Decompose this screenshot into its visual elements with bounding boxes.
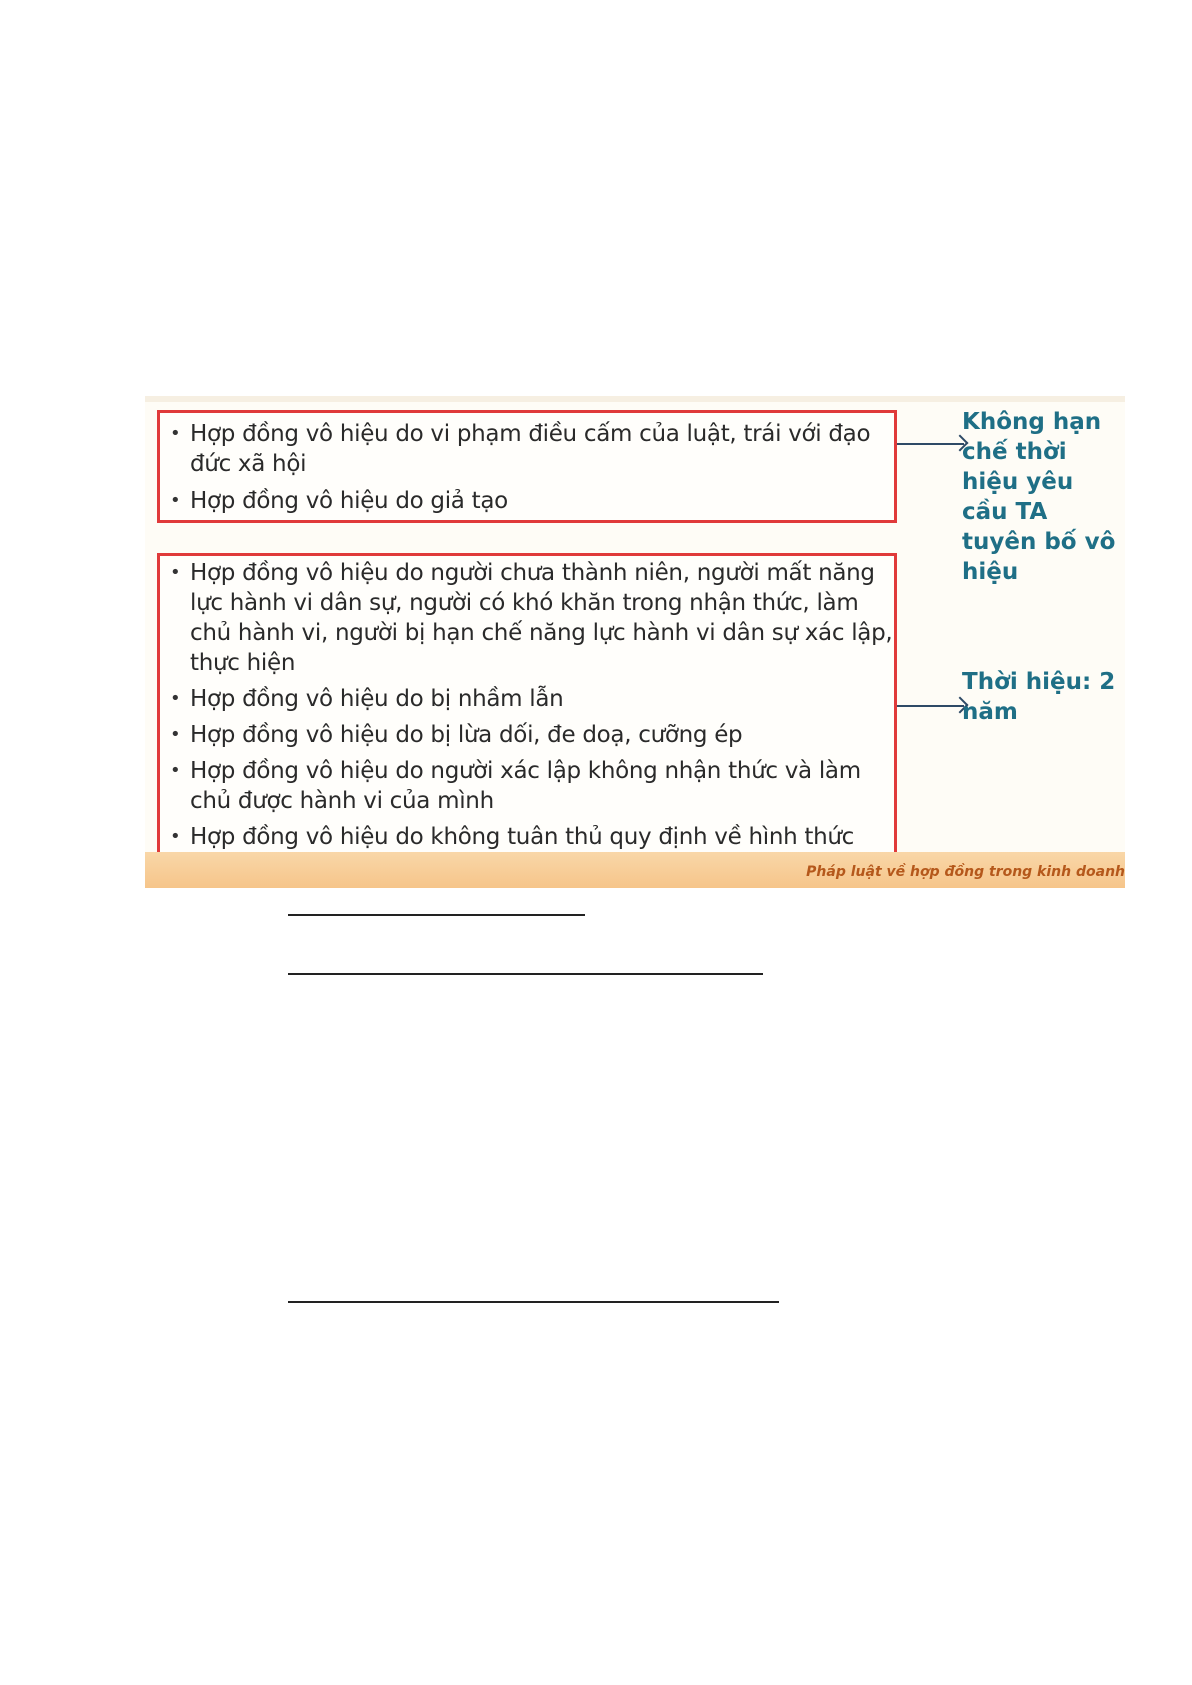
blank-line: [288, 973, 763, 975]
list-item: [160, 558, 894, 678]
blank-line: [288, 914, 585, 916]
bullet-icon: •: [170, 760, 181, 781]
list-item-text: Hợp đồng vô hiệu do người chưa thành niên, người mất năng lực hành vi dân sự, người có khó khăn trong nhận thức, làm chủ hành vi, người bị hạn chế năng lực hành vi dân sự xác lập, thực hiện: [190, 560, 893, 676]
list-item: [160, 419, 894, 479]
list-item: [160, 486, 894, 516]
bullet-icon: •: [170, 490, 181, 511]
list-item-text: Hợp đồng vô hiệu do bị lừa dối, đe doạ, cưỡng ép: [190, 722, 743, 748]
arrow-right-icon: [897, 443, 964, 445]
list-item: [160, 720, 894, 750]
list-item-text: Hợp đồng vô hiệu do giả tạo: [190, 488, 508, 514]
slide-image: [145, 396, 1125, 888]
no-time-limit-note: Không hạn chế thời hiệu yêu cầu TA tuyên bố vô hiệu: [962, 409, 1116, 585]
bullet-list: [160, 413, 894, 516]
list-item-text: Hợp đồng vô hiệu do người xác lập không nhận thức và làm chủ được hành vi của mình: [190, 758, 861, 814]
void-contract-box-two-years: [157, 553, 897, 856]
blank-line: [288, 1301, 779, 1303]
list-item: [160, 684, 894, 714]
bullet-list: [160, 556, 894, 852]
two-year-limit-note: Thời hiệu: 2 năm: [962, 669, 1116, 725]
list-item-text: Hợp đồng vô hiệu do không tuân thủ quy định về hình thức: [190, 824, 855, 850]
bullet-icon: •: [170, 826, 181, 847]
bullet-icon: •: [170, 423, 181, 444]
slide-top-tint: [145, 396, 1125, 402]
bullet-icon: •: [170, 724, 181, 745]
list-item-text: Hợp đồng vô hiệu do bị nhầm lẫn: [190, 686, 564, 712]
list-item-text: Hợp đồng vô hiệu do vi phạm điều cấm của luật, trái với đạo đức xã hội: [190, 421, 871, 477]
slide-footer-text: Pháp luật về hợp đồng trong kinh doanh: [806, 864, 1125, 880]
bullet-icon: •: [170, 688, 181, 709]
void-contract-box-unlimited: [157, 410, 897, 523]
arrow-right-icon: [897, 705, 964, 707]
slide-footer: [145, 852, 1125, 888]
list-item: [160, 756, 894, 816]
bullet-icon: •: [170, 562, 181, 583]
list-item: [160, 822, 894, 852]
